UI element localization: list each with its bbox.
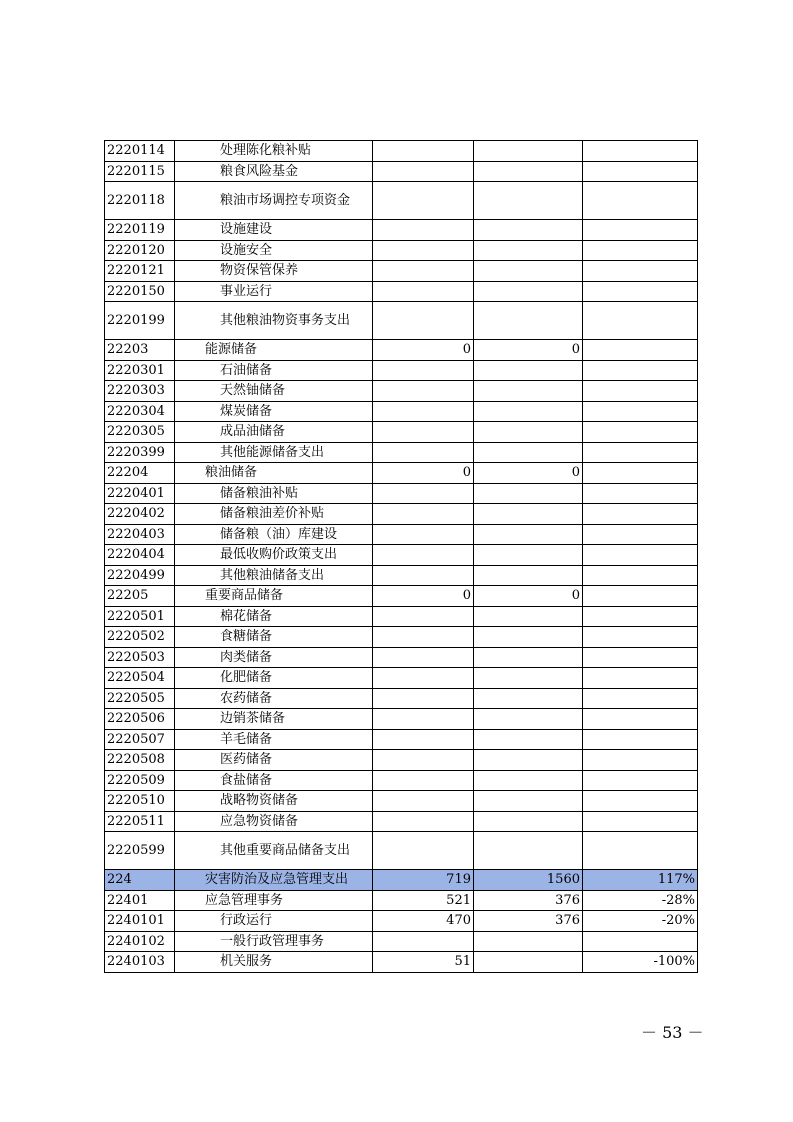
value-cell-3 bbox=[583, 545, 698, 566]
name-cell: 化肥储备 bbox=[175, 668, 373, 689]
table-row bbox=[105, 182, 698, 220]
code-cell: 2240103 bbox=[105, 952, 175, 973]
code-cell: 2220115 bbox=[105, 161, 175, 182]
value-cell-1 bbox=[373, 281, 474, 302]
value-cell-2 bbox=[474, 401, 583, 422]
value-cell-2 bbox=[474, 483, 583, 504]
table-row bbox=[105, 832, 698, 870]
value-cell-1 bbox=[373, 240, 474, 261]
code-cell: 2220511 bbox=[105, 811, 175, 832]
value-cell-1 bbox=[373, 668, 474, 689]
table-row bbox=[105, 647, 698, 668]
value-cell-2 bbox=[474, 302, 583, 340]
value-cell-3 bbox=[583, 931, 698, 952]
value-cell-2 bbox=[474, 832, 583, 870]
value-cell-1: 521 bbox=[373, 890, 474, 911]
value-cell-1 bbox=[373, 627, 474, 648]
table-row bbox=[105, 281, 698, 302]
value-cell-1: 719 bbox=[373, 870, 474, 891]
table-row bbox=[105, 770, 698, 791]
value-cell-3 bbox=[583, 524, 698, 545]
code-cell: 2220599 bbox=[105, 832, 175, 870]
name-cell: 食糖储备 bbox=[175, 627, 373, 648]
value-cell-3 bbox=[583, 281, 698, 302]
name-cell: 其他粮油储备支出 bbox=[175, 565, 373, 586]
value-cell-2 bbox=[474, 281, 583, 302]
code-cell: 22203 bbox=[105, 340, 175, 361]
value-cell-3 bbox=[583, 240, 698, 261]
value-cell-3 bbox=[583, 261, 698, 282]
code-cell: 2220502 bbox=[105, 627, 175, 648]
value-cell-3 bbox=[583, 483, 698, 504]
value-cell-3 bbox=[583, 381, 698, 402]
value-cell-1 bbox=[373, 545, 474, 566]
value-cell-2 bbox=[474, 141, 583, 162]
value-cell-2 bbox=[474, 261, 583, 282]
page-number: － 53 － bbox=[641, 1023, 704, 1042]
value-cell-1: 0 bbox=[373, 463, 474, 484]
code-cell: 2220507 bbox=[105, 729, 175, 750]
value-cell-3 bbox=[583, 182, 698, 220]
value-cell-3 bbox=[583, 750, 698, 771]
code-cell: 2220504 bbox=[105, 668, 175, 689]
name-cell: 粮食风险基金 bbox=[175, 161, 373, 182]
value-cell-2 bbox=[474, 770, 583, 791]
value-cell-2 bbox=[474, 504, 583, 525]
code-cell: 2220150 bbox=[105, 281, 175, 302]
value-cell-1: 51 bbox=[373, 952, 474, 973]
value-cell-1 bbox=[373, 606, 474, 627]
name-cell: 其他重要商品储备支出 bbox=[175, 832, 373, 870]
value-cell-1 bbox=[373, 261, 474, 282]
table-row bbox=[105, 931, 698, 952]
table-row-highlighted bbox=[105, 870, 698, 891]
value-cell-1 bbox=[373, 483, 474, 504]
code-cell: 2220402 bbox=[105, 504, 175, 525]
table-row bbox=[105, 401, 698, 422]
value-cell-1 bbox=[373, 302, 474, 340]
name-cell: 农药储备 bbox=[175, 688, 373, 709]
value-cell-2: 376 bbox=[474, 890, 583, 911]
code-cell: 2220199 bbox=[105, 302, 175, 340]
table-row bbox=[105, 442, 698, 463]
value-cell-1 bbox=[373, 504, 474, 525]
name-cell: 医药储备 bbox=[175, 750, 373, 771]
table-row bbox=[105, 504, 698, 525]
table-row bbox=[105, 422, 698, 443]
table-row bbox=[105, 483, 698, 504]
code-cell: 2220301 bbox=[105, 360, 175, 381]
name-cell: 天然铀储备 bbox=[175, 381, 373, 402]
name-cell: 煤炭储备 bbox=[175, 401, 373, 422]
value-cell-2 bbox=[474, 381, 583, 402]
value-cell-1 bbox=[373, 811, 474, 832]
table-row bbox=[105, 709, 698, 730]
value-cell-3 bbox=[583, 220, 698, 241]
value-cell-2 bbox=[474, 422, 583, 443]
value-cell-3 bbox=[583, 302, 698, 340]
table-row bbox=[105, 340, 698, 361]
value-cell-3 bbox=[583, 709, 698, 730]
name-cell: 棉花储备 bbox=[175, 606, 373, 627]
name-cell: 食盐储备 bbox=[175, 770, 373, 791]
value-cell-2 bbox=[474, 524, 583, 545]
name-cell: 其他能源储备支出 bbox=[175, 442, 373, 463]
table-row bbox=[105, 161, 698, 182]
name-cell: 设施安全 bbox=[175, 240, 373, 261]
table-row bbox=[105, 627, 698, 648]
value-cell-1 bbox=[373, 401, 474, 422]
name-cell: 储备粮（油）库建设 bbox=[175, 524, 373, 545]
table-row bbox=[105, 791, 698, 812]
value-cell-2 bbox=[474, 565, 583, 586]
name-cell: 应急管理事务 bbox=[175, 890, 373, 911]
value-cell-3 bbox=[583, 565, 698, 586]
name-cell: 石油储备 bbox=[175, 360, 373, 381]
table-row bbox=[105, 565, 698, 586]
value-cell-3 bbox=[583, 606, 698, 627]
code-cell: 2220303 bbox=[105, 381, 175, 402]
value-cell-2 bbox=[474, 545, 583, 566]
code-cell: 22401 bbox=[105, 890, 175, 911]
value-cell-1 bbox=[373, 422, 474, 443]
value-cell-3: 117% bbox=[583, 870, 698, 891]
value-cell-3 bbox=[583, 647, 698, 668]
value-cell-2 bbox=[474, 811, 583, 832]
value-cell-3 bbox=[583, 627, 698, 648]
name-cell: 粮油市场调控专项资金 bbox=[175, 182, 373, 220]
value-cell-3 bbox=[583, 161, 698, 182]
code-cell: 2220120 bbox=[105, 240, 175, 261]
value-cell-3 bbox=[583, 832, 698, 870]
name-cell: 物资保管保养 bbox=[175, 261, 373, 282]
value-cell-3 bbox=[583, 811, 698, 832]
value-cell-3 bbox=[583, 729, 698, 750]
name-cell: 应急物资储备 bbox=[175, 811, 373, 832]
code-cell: 2220510 bbox=[105, 791, 175, 812]
value-cell-1 bbox=[373, 770, 474, 791]
code-cell: 2220503 bbox=[105, 647, 175, 668]
value-cell-2 bbox=[474, 627, 583, 648]
value-cell-3 bbox=[583, 791, 698, 812]
name-cell: 羊毛储备 bbox=[175, 729, 373, 750]
table-row bbox=[105, 545, 698, 566]
name-cell: 灾害防治及应急管理支出 bbox=[175, 870, 373, 891]
value-cell-1 bbox=[373, 182, 474, 220]
value-cell-3 bbox=[583, 504, 698, 525]
table-row bbox=[105, 911, 698, 932]
value-cell-3 bbox=[583, 442, 698, 463]
code-cell: 2220119 bbox=[105, 220, 175, 241]
table-row bbox=[105, 463, 698, 484]
value-cell-2 bbox=[474, 220, 583, 241]
code-cell: 2220506 bbox=[105, 709, 175, 730]
name-cell: 重要商品储备 bbox=[175, 586, 373, 607]
value-cell-2 bbox=[474, 240, 583, 261]
table-row bbox=[105, 952, 698, 973]
code-cell: 2240101 bbox=[105, 911, 175, 932]
table-row bbox=[105, 261, 698, 282]
value-cell-1 bbox=[373, 647, 474, 668]
value-cell-1 bbox=[373, 709, 474, 730]
table-row bbox=[105, 360, 698, 381]
table-row bbox=[105, 302, 698, 340]
value-cell-1 bbox=[373, 565, 474, 586]
value-cell-2: 0 bbox=[474, 586, 583, 607]
code-cell: 224 bbox=[105, 870, 175, 891]
value-cell-3 bbox=[583, 770, 698, 791]
table-body bbox=[105, 141, 698, 973]
table-row bbox=[105, 240, 698, 261]
table-row bbox=[105, 668, 698, 689]
code-cell: 2220505 bbox=[105, 688, 175, 709]
value-cell-3 bbox=[583, 463, 698, 484]
value-cell-1 bbox=[373, 688, 474, 709]
code-cell: 2220499 bbox=[105, 565, 175, 586]
value-cell-2 bbox=[474, 360, 583, 381]
value-cell-3 bbox=[583, 360, 698, 381]
name-cell: 肉类储备 bbox=[175, 647, 373, 668]
name-cell: 储备粮油补贴 bbox=[175, 483, 373, 504]
value-cell-1 bbox=[373, 524, 474, 545]
code-cell: 2220305 bbox=[105, 422, 175, 443]
value-cell-2 bbox=[474, 688, 583, 709]
value-cell-2 bbox=[474, 442, 583, 463]
value-cell-1 bbox=[373, 161, 474, 182]
table-row bbox=[105, 220, 698, 241]
table-row bbox=[105, 381, 698, 402]
code-cell: 22204 bbox=[105, 463, 175, 484]
value-cell-3 bbox=[583, 586, 698, 607]
value-cell-1 bbox=[373, 381, 474, 402]
value-cell-1 bbox=[373, 360, 474, 381]
name-cell: 成品油储备 bbox=[175, 422, 373, 443]
value-cell-1: 470 bbox=[373, 911, 474, 932]
code-cell: 2220403 bbox=[105, 524, 175, 545]
name-cell: 能源储备 bbox=[175, 340, 373, 361]
value-cell-1 bbox=[373, 832, 474, 870]
value-cell-2 bbox=[474, 952, 583, 973]
value-cell-2: 0 bbox=[474, 340, 583, 361]
table-row bbox=[105, 811, 698, 832]
value-cell-3 bbox=[583, 422, 698, 443]
table-row bbox=[105, 750, 698, 771]
table-row bbox=[105, 141, 698, 162]
value-cell-3: -20% bbox=[583, 911, 698, 932]
name-cell: 其他粮油物资事务支出 bbox=[175, 302, 373, 340]
value-cell-2 bbox=[474, 647, 583, 668]
name-cell: 一般行政管理事务 bbox=[175, 931, 373, 952]
value-cell-3 bbox=[583, 401, 698, 422]
name-cell: 战略物资储备 bbox=[175, 791, 373, 812]
value-cell-3 bbox=[583, 688, 698, 709]
code-cell: 2220404 bbox=[105, 545, 175, 566]
table-row bbox=[105, 729, 698, 750]
value-cell-3 bbox=[583, 340, 698, 361]
name-cell: 机关服务 bbox=[175, 952, 373, 973]
value-cell-2: 376 bbox=[474, 911, 583, 932]
value-cell-2 bbox=[474, 791, 583, 812]
name-cell: 粮油储备 bbox=[175, 463, 373, 484]
name-cell: 储备粮油差价补贴 bbox=[175, 504, 373, 525]
value-cell-1 bbox=[373, 220, 474, 241]
value-cell-3: -28% bbox=[583, 890, 698, 911]
code-cell: 22205 bbox=[105, 586, 175, 607]
name-cell: 事业运行 bbox=[175, 281, 373, 302]
value-cell-2 bbox=[474, 709, 583, 730]
name-cell: 边销茶储备 bbox=[175, 709, 373, 730]
code-cell: 2220399 bbox=[105, 442, 175, 463]
value-cell-2: 1560 bbox=[474, 870, 583, 891]
code-cell: 2220121 bbox=[105, 261, 175, 282]
value-cell-1 bbox=[373, 791, 474, 812]
budget-table bbox=[104, 140, 698, 973]
code-cell: 2240102 bbox=[105, 931, 175, 952]
code-cell: 2220501 bbox=[105, 606, 175, 627]
table-row bbox=[105, 606, 698, 627]
name-cell: 设施建设 bbox=[175, 220, 373, 241]
name-cell: 最低收购价政策支出 bbox=[175, 545, 373, 566]
table-row bbox=[105, 586, 698, 607]
value-cell-1 bbox=[373, 931, 474, 952]
code-cell: 2220508 bbox=[105, 750, 175, 771]
value-cell-1 bbox=[373, 141, 474, 162]
value-cell-2 bbox=[474, 668, 583, 689]
value-cell-1: 0 bbox=[373, 586, 474, 607]
value-cell-2 bbox=[474, 750, 583, 771]
value-cell-2 bbox=[474, 182, 583, 220]
code-cell: 2220509 bbox=[105, 770, 175, 791]
value-cell-1: 0 bbox=[373, 340, 474, 361]
value-cell-1 bbox=[373, 750, 474, 771]
code-cell: 2220401 bbox=[105, 483, 175, 504]
value-cell-2: 0 bbox=[474, 463, 583, 484]
value-cell-2 bbox=[474, 729, 583, 750]
value-cell-3: -100% bbox=[583, 952, 698, 973]
value-cell-2 bbox=[474, 931, 583, 952]
table-row bbox=[105, 890, 698, 911]
value-cell-3 bbox=[583, 141, 698, 162]
code-cell: 2220118 bbox=[105, 182, 175, 220]
table-row bbox=[105, 524, 698, 545]
value-cell-2 bbox=[474, 161, 583, 182]
code-cell: 2220114 bbox=[105, 141, 175, 162]
name-cell: 处理陈化粮补贴 bbox=[175, 141, 373, 162]
value-cell-1 bbox=[373, 442, 474, 463]
value-cell-1 bbox=[373, 729, 474, 750]
code-cell: 2220304 bbox=[105, 401, 175, 422]
name-cell: 行政运行 bbox=[175, 911, 373, 932]
table-row bbox=[105, 688, 698, 709]
value-cell-2 bbox=[474, 606, 583, 627]
value-cell-3 bbox=[583, 668, 698, 689]
